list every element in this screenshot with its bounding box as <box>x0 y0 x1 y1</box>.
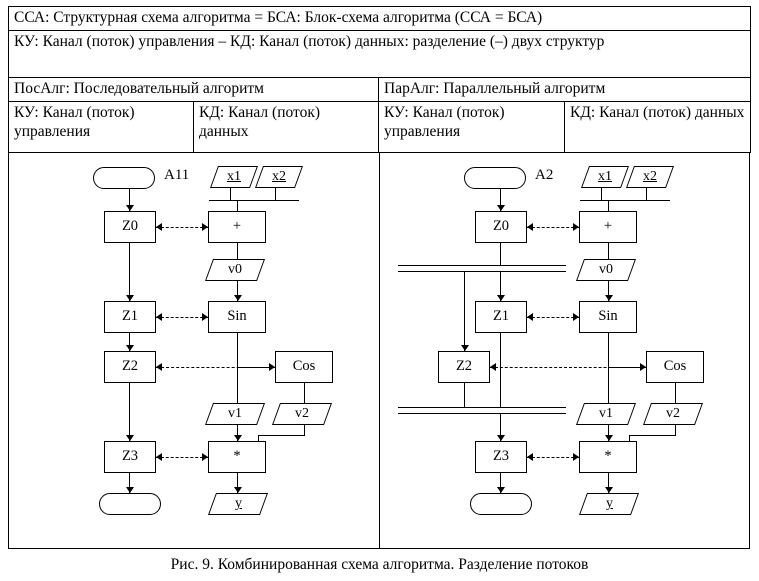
edge-v2-mult-right <box>629 435 630 441</box>
edge-z1-join-right <box>500 333 501 407</box>
legend-title-cell: ССА: Структурная схема алгоритма = БСА: Блок-схема алгоритма (ССА = БСА) <box>9 7 751 31</box>
legend-row-2 <box>9 30 751 77</box>
edge-sin-v1-left <box>237 333 238 403</box>
legend-table <box>8 6 751 153</box>
bus-x2-drop-right <box>646 188 647 200</box>
arrow-link-sin-left <box>202 313 208 321</box>
operation-cos-left: Cos <box>275 351 333 383</box>
operation-plus-right: + <box>579 211 637 243</box>
legend-row-4 <box>9 101 751 152</box>
arrow-link-z1-left <box>156 313 162 321</box>
fork-bar-top-2-right <box>398 271 566 272</box>
data-input-x2-right: x2 <box>626 166 674 188</box>
control-node-z2-left: Z2 <box>104 351 156 383</box>
edge-v2-drop-right <box>675 425 676 435</box>
join-bar-bottom-2-right <box>398 413 566 414</box>
control-node-z1-left: Z1 <box>104 301 156 333</box>
link-z1-sin-right <box>527 317 579 318</box>
edge-z2-z3-left <box>129 383 130 441</box>
arrow-link-sin-right <box>573 313 579 321</box>
data-input-x1-left: x1 <box>210 166 258 188</box>
intermediate-v0-right: v0 <box>576 259 636 281</box>
edge-plus-v0-right <box>608 243 609 259</box>
legend-row-1 <box>9 7 751 31</box>
arrow-v1-mult-right <box>605 435 613 441</box>
parallel-algorithm-panel <box>380 153 750 547</box>
start-terminator-left <box>93 167 155 189</box>
legend-row-3 <box>9 77 751 101</box>
arrow-v1-mult-left <box>234 435 242 441</box>
algorithm-label-left: A11 <box>164 166 190 183</box>
control-node-z1-right: Z1 <box>475 301 527 333</box>
operation-cos-right: Cos <box>646 351 704 383</box>
intermediate-v0-left: v0 <box>205 259 265 281</box>
link-z2-cos-left <box>156 367 275 368</box>
algorithm-label-right: A2 <box>535 166 554 183</box>
data-input-x2-left: x2 <box>255 166 303 188</box>
arrow-link-z3-right <box>527 453 533 461</box>
operation-sin-right: Sin <box>579 301 637 333</box>
arrow-z3-end-right <box>497 487 505 493</box>
edge-v2-drop-left <box>304 425 305 435</box>
link-z0-plus-right <box>527 227 579 228</box>
bus-x1-drop-right <box>601 188 602 200</box>
bus-top-right <box>580 200 670 201</box>
arrow-start-z0-left <box>126 205 134 211</box>
arrow-z1-z2-left <box>126 345 134 351</box>
legend-par-data-cell: КД: Канал (поток) данных <box>565 101 751 152</box>
edge-v2-join-left <box>258 435 305 436</box>
control-node-z3-right: Z3 <box>475 441 527 473</box>
arrow-z3-end-left <box>126 487 134 493</box>
fork-bar-top-1-right <box>398 265 566 266</box>
diagram-area <box>8 153 750 549</box>
link-z0-plus-left <box>156 227 208 228</box>
figure-caption: Рис. 9. Комбинированная схема алгоритма. Разделение потоков <box>170 556 589 573</box>
operation-plus-left: + <box>208 211 266 243</box>
sequential-algorithm-panel <box>9 153 379 547</box>
control-node-z0-left: Z0 <box>104 211 156 243</box>
edge-v2-join-right <box>629 435 676 436</box>
bus-top-left <box>209 200 299 201</box>
arrow-link-mult-left <box>202 453 208 461</box>
edge-z2-join-right <box>464 383 465 407</box>
link-z3-mult-left <box>156 457 208 458</box>
arrow-link-z2-right <box>490 363 496 371</box>
join-bar-bottom-1-right <box>398 407 566 408</box>
end-terminator-left <box>99 493 161 515</box>
legend-par-control-cell: КУ: Канал (поток) управления <box>379 101 565 152</box>
intermediate-v1-right: v1 <box>576 403 636 425</box>
arrow-link-z0-right <box>527 223 533 231</box>
control-node-z2-right: Z2 <box>438 351 490 383</box>
output-y-right: y <box>579 493 639 515</box>
edge-cos-v2-right <box>675 383 676 403</box>
control-node-z3-left: Z3 <box>104 441 156 473</box>
arrow-link-z1-right <box>527 313 533 321</box>
arrow-link-z0-left <box>156 223 162 231</box>
arrow-z0-z1-left <box>126 295 134 301</box>
bus-x1-drop-left <box>230 188 231 200</box>
link-z1-sin-left <box>156 317 208 318</box>
edge-sin-v1-right <box>608 333 609 403</box>
operation-sin-left: Sin <box>208 301 266 333</box>
output-y-left: y <box>208 493 268 515</box>
operation-mult-right: * <box>579 441 637 473</box>
arrow-mult-y-right <box>605 487 613 493</box>
bus-x2-drop-left <box>275 188 276 200</box>
arrow-start-z0-right <box>497 205 505 211</box>
edge-z0-fork-right <box>500 243 501 265</box>
legend-channels-cell: КУ: Канал (поток) управления – КД: Канал (поток) данных: разделение (–) двух структур <box>9 30 751 77</box>
edge-fork-z2-right <box>464 271 465 351</box>
edge-plus-v0-left <box>237 243 238 259</box>
edge-z0-z1-left <box>129 243 130 301</box>
edge-cos-v2-left <box>304 383 305 403</box>
edge-v2-mult-left <box>258 435 259 441</box>
operation-mult-left: * <box>208 441 266 473</box>
end-terminator-right <box>470 493 532 515</box>
legend-seq-alg-cell: ПосАлг: Последовательный алгоритм <box>9 77 379 101</box>
data-input-x1-right: x1 <box>581 166 629 188</box>
arrow-fork-z1-right <box>497 295 505 301</box>
arrow-v0-sin-left <box>234 295 242 301</box>
intermediate-v2-right: v2 <box>643 403 703 425</box>
arrow-z2-z3-left <box>126 435 134 441</box>
arrow-mult-y-left <box>234 487 242 493</box>
link-z2-cos-right <box>490 367 646 368</box>
start-terminator-right <box>464 167 526 189</box>
arrow-v0-sin-right <box>605 295 613 301</box>
link-z3-mult-right <box>527 457 579 458</box>
legend-seq-control-cell: КУ: Канал (поток) управления <box>9 101 194 152</box>
arrow-fork-z2-right <box>461 345 469 351</box>
intermediate-v1-left: v1 <box>205 403 265 425</box>
arrow-link-plus-left <box>202 223 208 231</box>
intermediate-v2-left: v2 <box>272 403 332 425</box>
legend-par-alg-cell: ПарАлг: Параллельный алгоритм <box>379 77 751 101</box>
legend-seq-data-cell: КД: Канал (поток) данных <box>194 101 379 152</box>
figure-container <box>8 6 750 549</box>
control-node-z0-right: Z0 <box>475 211 527 243</box>
arrow-join-z3-right <box>497 435 505 441</box>
arrow-link-z3-left <box>156 453 162 461</box>
arrow-link-mult-right <box>573 453 579 461</box>
arrow-link-z2-left <box>156 363 162 371</box>
arrow-link-plus-right <box>573 223 579 231</box>
